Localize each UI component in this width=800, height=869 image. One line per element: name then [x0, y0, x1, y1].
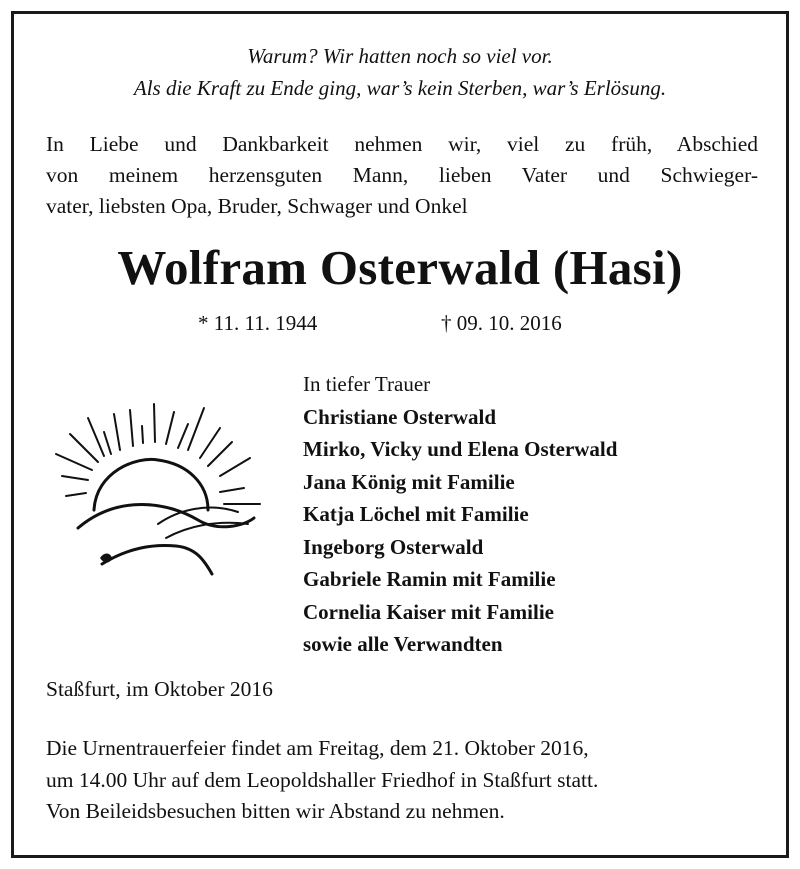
- mourner-name: Cornelia Kaiser mit Familie: [303, 599, 554, 624]
- service-line: um 14.00 Uhr auf dem Leopoldshaller Friedhof in Staßfurt statt.: [46, 767, 599, 792]
- service-line: Die Urnentrauerfeier findet am Freitag, dem 21. Oktober 2016,: [46, 736, 589, 760]
- intro-line: von meinem herzensguten Mann, lieben Vater und Schwieger-: [46, 163, 758, 187]
- quote-line: Warum? Wir hatten noch so viel vor.: [247, 44, 553, 68]
- death-date: † 09. 10. 2016: [441, 311, 562, 335]
- service-info: [46, 733, 758, 828]
- quote: [0, 40, 800, 104]
- mourner-name: Mirko, Vicky und Elena Osterwald: [303, 437, 618, 461]
- intro-text: [46, 129, 758, 222]
- quote-line: Als die Kraft zu Ende ging, war’s kein Sterben, war’s Erlösung.: [133, 76, 667, 100]
- sunset-icon: [48, 398, 270, 578]
- mourner-heading: In tiefer Trauer: [303, 372, 431, 396]
- mourner-name: Gabriele Ramin mit Familie: [303, 567, 556, 591]
- intro-line: vater, liebsten Opa, Bruder, Schwager und Onkel: [46, 194, 468, 218]
- birth-date: * 11. 11. 1944: [198, 311, 318, 335]
- mourner-name: sowie alle Verwandten: [303, 632, 503, 656]
- mourner-name: Jana König mit Familie: [303, 469, 515, 494]
- mourner-name: Katja Löchel mit Familie: [303, 502, 529, 526]
- mourner-list: [303, 368, 617, 661]
- mourner-name: Ingeborg Osterwald: [303, 534, 484, 559]
- deceased-name: Wolfram Osterwald (Hasi): [117, 240, 683, 295]
- service-line: Von Beileidsbesuchen bitten wir Abstand zu nehmen.: [46, 799, 505, 823]
- place-date: Staßfurt, im Oktober 2016: [46, 677, 273, 701]
- intro-line: In Liebe und Dankbarkeit nehmen wir, viel zu früh, Abschied: [46, 132, 758, 156]
- mourner-name: Christiane Osterwald: [303, 404, 497, 429]
